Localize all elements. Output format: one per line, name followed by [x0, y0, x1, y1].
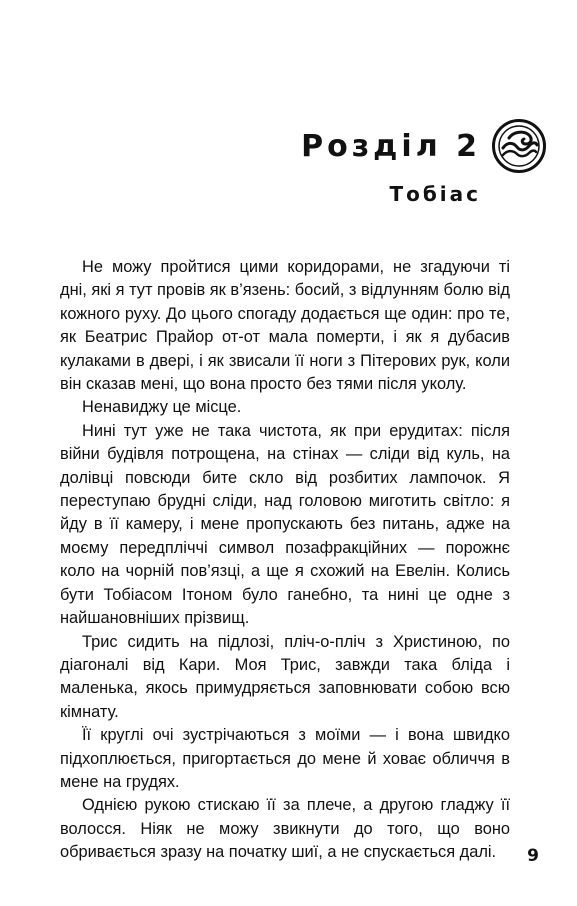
chapter-title: Розділ 2: [301, 128, 481, 164]
chapter-body: [60, 256, 510, 865]
paragraph: Нині тут уже не така чистота, як при ерудитах: після війни будівля потрощена, на стінах — сліди від куль, на долівці повсюди бите скло від розбитих лампочок. Я переступаю брудні сліди, над головою миготить світло: я йду в її камеру, і мене пропускають без питань, адже на моєму передпліччі символ позафракційних — порожнє коло на чорній пов’язці, а ще я схожий на Евелін. Колись бути Тобіасом Ітоном було ганебно, та нині це одне з найшановніших прізвищ.: [60, 421, 510, 628]
water-faction-symbol-icon: [491, 118, 547, 174]
chapter-narrator: Тобіас: [389, 182, 481, 206]
paragraph: Її круглі очі зустрічаються з моїми — і вона швидко підхоплюється, пригортається до мене й ховає обличчя в мене на грудях.: [60, 726, 510, 791]
paragraph: Трис сидить на підлозі, пліч-о-пліч з Христиною, по діагоналі від Кари. Моя Трис, завжди така бліда і маленька, якось примудряється заповнювати собою всю кімнату.: [60, 632, 510, 721]
chapter-header: [301, 118, 547, 174]
paragraph: Ненавиджу це місце.: [82, 398, 242, 417]
paragraph: Не можу пройтися цими коридорами, не згадуючи ті дні, які я тут провів як в’язень: босий, з відлунням болю від кожного руху. До цього спогаду додається ще один: про те, як Беатрис Прайор от-от мала померти, і як я дубасив кулаками в двері, і як звисали її ноги з Пітерових рук, коли він сказав мені, що вона просто без тями після уколу.: [60, 258, 510, 394]
paragraph: Однією рукою стискаю її за плече, а другою гладжу її волосся. Ніяк не можу звикнути до того, що воно обривається зразу на початку шиї, а не спускається далі.: [60, 796, 510, 862]
page-number: 9: [527, 846, 539, 866]
